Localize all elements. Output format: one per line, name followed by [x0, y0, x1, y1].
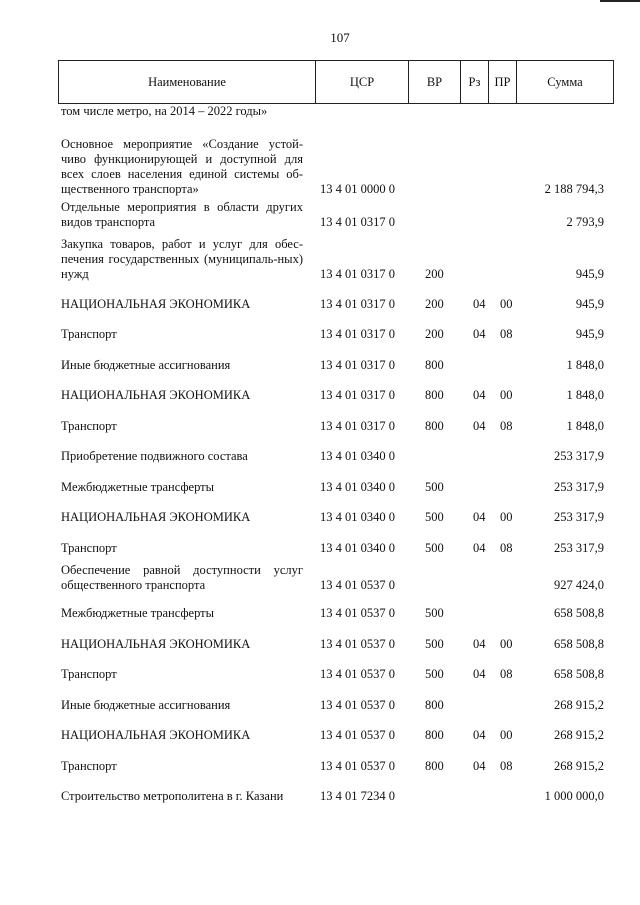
row-name: НАЦИОНАЛЬНАЯ ЭКОНОМИКА	[61, 510, 251, 524]
header-sum: Сумма	[547, 74, 583, 89]
row-rz: 04	[473, 388, 486, 402]
row-rz: 04	[473, 327, 486, 341]
row-name: Обеспечение равной доступности услуг общественного транспорта	[61, 563, 303, 592]
row-vr: 500	[425, 541, 444, 555]
row-csr: 13 4 01 0537 0	[320, 606, 395, 620]
header-rz: Рз	[461, 61, 489, 103]
row-name: Отдельные мероприятия в области других видов транспорта	[61, 200, 303, 229]
row-sum: 1 848,0	[566, 358, 604, 372]
row-csr: 13 4 01 0340 0	[320, 449, 395, 463]
row-vr: 800	[425, 358, 444, 372]
table-row	[61, 388, 604, 403]
row-vr: 200	[425, 267, 444, 281]
row-name: НАЦИОНАЛЬНАЯ ЭКОНОМИКА	[61, 637, 251, 651]
table-row	[61, 200, 604, 230]
row-csr: 13 4 01 0537 0	[320, 637, 395, 651]
table-row	[61, 449, 604, 464]
row-name: Транспорт	[61, 759, 117, 773]
row-name: Транспорт	[61, 667, 117, 681]
table-row	[61, 637, 604, 652]
row-name: НАЦИОНАЛЬНАЯ ЭКОНОМИКА	[61, 388, 251, 402]
table-row	[61, 667, 604, 682]
row-sum: 658 508,8	[554, 667, 604, 681]
row-vr: 200	[425, 297, 444, 311]
scan-edge-mark	[600, 0, 640, 2]
row-sum: 1 848,0	[566, 419, 604, 433]
row-vr: 800	[425, 728, 444, 742]
table-row	[61, 563, 604, 593]
row-sum: 658 508,8	[554, 637, 604, 651]
row-csr: 13 4 01 0000 0	[320, 182, 395, 196]
row-name: Основное мероприятие «Создание устой-чиво функционирующей и доступной для всех слоев населения единой системы об-щественного транспорта»	[61, 137, 303, 196]
row-vr: 800	[425, 698, 444, 712]
row-rz: 04	[473, 541, 486, 555]
row-pr: 00	[500, 297, 513, 311]
row-name: Межбюджетные трансферты	[61, 606, 215, 620]
row-sum: 1 000 000,0	[544, 789, 604, 803]
row-vr: 500	[425, 637, 444, 651]
row-pr: 00	[500, 510, 513, 524]
table-row	[61, 510, 604, 525]
row-csr: 13 4 01 0317 0	[320, 388, 395, 402]
row-sum: 268 915,2	[554, 698, 604, 712]
table-row	[61, 789, 604, 804]
row-vr: 500	[425, 480, 444, 494]
row-rz: 04	[473, 667, 486, 681]
row-sum: 268 915,2	[554, 759, 604, 773]
row-name: Приобретение подвижного состава	[61, 449, 248, 463]
table-row	[61, 728, 604, 743]
row-name: Строительство метрополитена в г. Казани	[61, 789, 284, 803]
row-csr: 13 4 01 0317 0	[320, 297, 395, 311]
row-csr: 13 4 01 0537 0	[320, 759, 395, 773]
row-csr: 13 4 01 0340 0	[320, 510, 395, 524]
row-csr: 13 4 01 0340 0	[320, 541, 395, 555]
row-rz: 04	[473, 637, 486, 651]
table-row	[61, 297, 604, 312]
row-pr: 08	[500, 759, 513, 773]
table-row	[61, 606, 604, 621]
row-csr: 13 4 01 0317 0	[320, 327, 395, 341]
row-sum: 1 848,0	[566, 388, 604, 402]
row-vr: 200	[425, 327, 444, 341]
row-name: Закупка товаров, работ и услуг для обес-печения государственных (муниципаль-ных) нужд	[61, 237, 303, 281]
row-pr: 00	[500, 728, 513, 742]
table-row	[61, 759, 604, 774]
row-vr: 800	[425, 759, 444, 773]
header-name: Наименование	[59, 61, 316, 103]
table-row	[61, 358, 604, 373]
row-sum: 253 317,9	[554, 449, 604, 463]
header-pr: ПР	[489, 61, 517, 103]
table-header	[58, 60, 614, 104]
row-rz: 04	[473, 510, 486, 524]
header-csr: ЦСР	[316, 61, 409, 103]
row-name: Иные бюджетные ассигнования	[61, 698, 231, 712]
row-name: Иные бюджетные ассигнования	[61, 358, 231, 372]
row-rz: 04	[473, 759, 486, 773]
table-row	[61, 419, 604, 434]
table-row	[61, 480, 604, 495]
row-csr: 13 4 01 0340 0	[320, 480, 395, 494]
row-csr: 13 4 01 0317 0	[320, 267, 395, 281]
row-sum: 268 915,2	[554, 728, 604, 742]
row-name: Транспорт	[61, 541, 117, 555]
row-csr: 13 4 01 7234 0	[320, 789, 395, 803]
row-rz: 04	[473, 728, 486, 742]
row-csr: 13 4 01 0317 0	[320, 419, 395, 433]
row-vr: 800	[425, 388, 444, 402]
table-row	[61, 137, 604, 197]
header-vr: ВР	[409, 61, 461, 103]
row-pr: 00	[500, 637, 513, 651]
table-row	[61, 327, 604, 342]
row-name: НАЦИОНАЛЬНАЯ ЭКОНОМИКА	[61, 728, 251, 742]
row-rz: 04	[473, 419, 486, 433]
row-sum: 253 317,9	[554, 510, 604, 524]
row-pr: 00	[500, 388, 513, 402]
row-sum: 945,9	[575, 327, 604, 341]
row-csr: 13 4 01 0537 0	[320, 698, 395, 712]
row-sum: 945,9	[575, 297, 604, 311]
row-sum: 253 317,9	[554, 541, 604, 555]
continuation-text: том числе метро, на 2014 – 2022 годы»	[61, 104, 268, 118]
row-sum: 945,9	[575, 267, 604, 281]
row-vr: 500	[425, 667, 444, 681]
row-vr: 500	[425, 606, 444, 620]
row-vr: 500	[425, 510, 444, 524]
row-sum: 2 188 794,3	[544, 182, 604, 196]
row-name: НАЦИОНАЛЬНАЯ ЭКОНОМИКА	[61, 297, 251, 311]
table-row	[61, 237, 604, 282]
row-sum: 253 317,9	[554, 480, 604, 494]
row-sum: 2 793,9	[566, 215, 604, 229]
row-csr: 13 4 01 0537 0	[320, 728, 395, 742]
row-name: Межбюджетные трансферты	[61, 480, 215, 494]
row-pr: 08	[500, 541, 513, 555]
row-csr: 13 4 01 0537 0	[320, 578, 395, 592]
row-csr: 13 4 01 0537 0	[320, 667, 395, 681]
table-row	[61, 541, 604, 556]
table-row	[61, 698, 604, 713]
row-vr: 800	[425, 419, 444, 433]
row-sum: 658 508,8	[554, 606, 604, 620]
row-csr: 13 4 01 0317 0	[320, 215, 395, 229]
row-csr: 13 4 01 0317 0	[320, 358, 395, 372]
row-name: Транспорт	[61, 419, 117, 433]
row-pr: 08	[500, 327, 513, 341]
page-number: 107	[330, 30, 350, 45]
row-rz: 04	[473, 297, 486, 311]
row-sum: 927 424,0	[554, 578, 604, 592]
row-name: Транспорт	[61, 327, 117, 341]
row-pr: 08	[500, 667, 513, 681]
row-pr: 08	[500, 419, 513, 433]
